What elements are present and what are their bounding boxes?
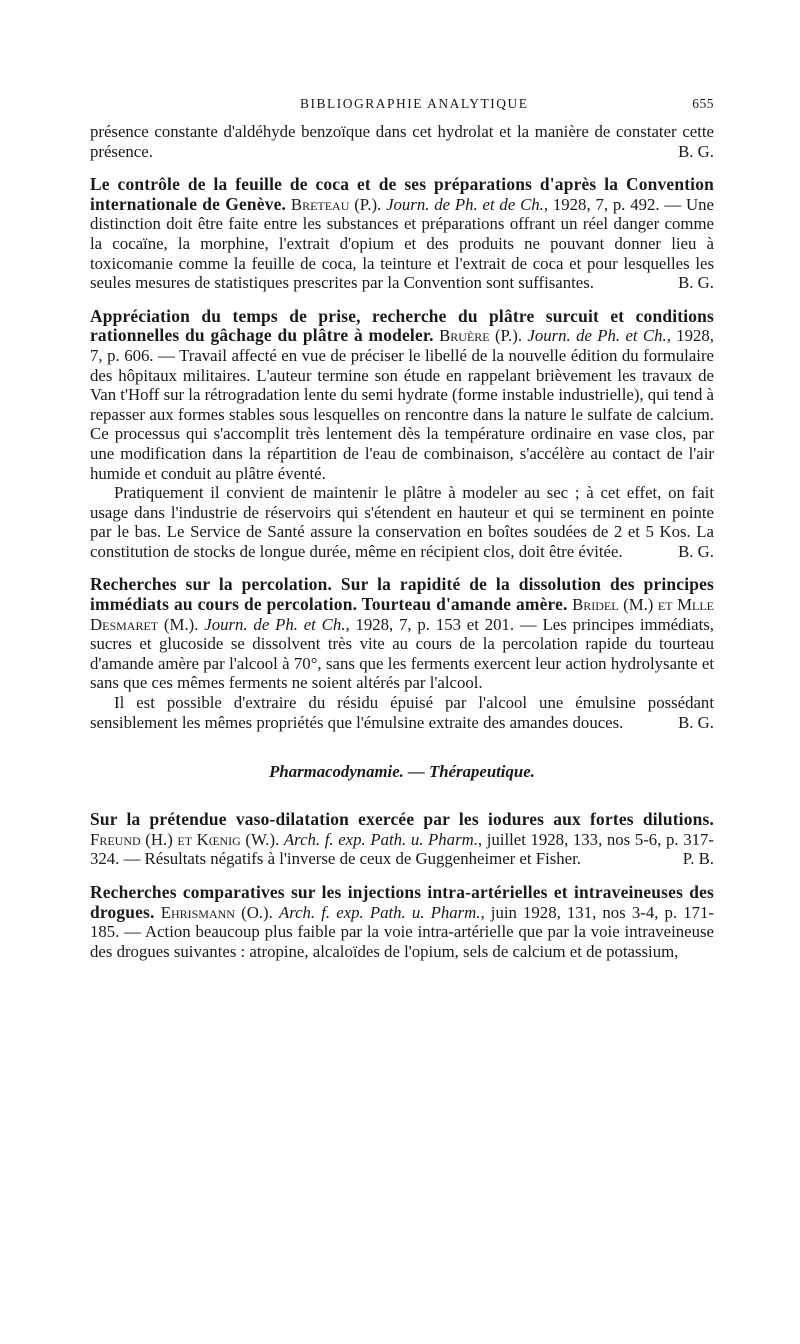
entry-body: — Travail affecté en vue de préciser le libellé de la nouvelle édition du formulaire des hôpitaux militaires. L'auteur termine son étude en rappelant brièvement les travaux de Van t'Hoff sur la rétrogradation lente du semi hydrate (forme instable industrielle), qui tend à repasser aux formes stables sous lesquelles on rencontre dans la nature le sulfate de calcium. Ce processus qui s'accomplit très lentement dès la température ordinaire en vase clos, par une modification dans la répartition de l'eau de combinaison, s'accélère au contact de l'air humide et conduit au plâtre éventé. (90, 345, 714, 483)
entry-heading: Recherches comparatives sur les injections intra-artérielles et intraveineuses des drogues. (90, 882, 714, 922)
signature: B. G. (678, 141, 714, 161)
intro-text: présence constante d'aldéhyde benzoïque dans cet hydrolat et la manière de constater cette présence. (90, 122, 714, 161)
signature: P. B. (682, 849, 714, 869)
entry-body: — Une distinction doit être faite entre les substances et préparations offrant un réel danger comme la cocaïne, la morphine, l'extrait d'opium et des produits ne pouvant donner lieu à toxicomanie comme la feuille de coca, la teinture et l'extrait de coca et pour lesquelles les seules mesures de statistiques prescrites par la Convention sont suffisantes. (90, 194, 714, 293)
bibliography-entry (90, 575, 714, 693)
entry-body: — Les principes immédiats, sucres et glucoside se dissolvent très vite au cours de la percolation rapide du tourteau d'amande amère par l'alcool à 70°, sans que les ferments exercent leur action hydrolysante et sans que ces mêmes ferments ne soient altérés par l'alcool. (90, 614, 714, 693)
entry-body-continued: Pratiquement il convient de maintenir le plâtre à modeler au sec ; à cet effet, on fait usage dans l'industrie de réservoirs qui s'étendent en hauteur et qui se terminent en pointe par le bas. Le Service de Santé assure la conservation en boîtes soudées de 2 et 5 Kos. La constitution de stocks de longue durée, même en récipient clos, doit être évitée. (90, 483, 714, 561)
signature: B. G. (678, 273, 714, 293)
entry-body-continued: Il est possible d'extraire du résidu épuisé par l'alcool une émulsine possédant sensiblement les mêmes propriétés que l'émulsine extraite des amandes douces. (90, 693, 714, 732)
entry-citation: , 1928, 7, p. 153 et 201. (345, 614, 515, 634)
entry-heading: Le contrôle de la feuille de coca et de ses préparations d'après la Convention internationale de Genève. (90, 174, 714, 214)
entry-body: — Résultats négatifs à l'inverse de ceux de Guggenheimer et Fisher. (119, 849, 581, 869)
entry-paragraph (90, 483, 714, 561)
intro-paragraph (90, 122, 714, 161)
entry-journal: Journ. de Ph. et Ch. (204, 614, 346, 634)
bibliography-entry (90, 175, 714, 293)
entry-paragraph (90, 693, 714, 732)
entry-citation: , juillet 1928, 133, nos 5-6, p. 317-324. (90, 829, 714, 869)
entry-author: Bridel (M.) et Mlle Desmaret (M.). (90, 595, 714, 634)
entry-journal: Journ. de Ph. et Ch. (527, 326, 667, 346)
bibliography-entry (90, 883, 714, 961)
entry-journal: Journ. de Ph. et de Ch. (386, 194, 544, 214)
entry-heading: Sur la prétendue vaso-dilatation exercée par les iodures aux fortes dilutions. (90, 809, 714, 830)
entry-citation: , juin 1928, 131, nos 3-4, p. 171-185. (90, 902, 715, 942)
section-title: Pharmacodynamie. — Thérapeutique. (269, 762, 535, 782)
page-number: 655 (692, 96, 714, 111)
entry-author: Ehrismann (O.). (160, 902, 273, 922)
entry-author: Freund (H.) et Kœnig (W.). (90, 829, 280, 849)
page (90, 96, 714, 961)
entry-heading: Appréciation du temps de prise, recherche du plâtre surcuit et conditions rationnelles du gâchage du plâtre à modeler. (90, 305, 714, 346)
entry-author: Breteau (P.). (290, 194, 382, 214)
entry-body: — Action beaucoup plus faible par la voie intra-artérielle que par la voie intraveineuse des drogues suivantes : atropine, alcaloïdes de l'opium, sels de calcium et de potassium, (90, 922, 714, 961)
bibliography-entry (90, 307, 714, 483)
entry-journal: Arch. f. exp. Path. u. Pharm. (283, 829, 478, 849)
entry-citation: , 1928, 7, p. 606. (90, 326, 714, 365)
entry-journal: Arch. f. exp. Path. u. Pharm. (278, 902, 481, 922)
entry-heading: Recherches sur la percolation. Sur la rapidité de la dissolution des principes immédiats au cours de percolation. Tourteau d'amande amère. (90, 574, 714, 615)
entry-author: Bruère (P.). (439, 326, 523, 346)
entry-citation: , 1928, 7, p. 492. (543, 194, 660, 214)
running-title: BIBLIOGRAPHIE ANALYTIQUE (300, 96, 529, 111)
signature: B. G. (678, 712, 714, 732)
signature: B. G. (678, 541, 714, 561)
bibliography-entry (90, 810, 714, 869)
running-head (90, 96, 714, 118)
